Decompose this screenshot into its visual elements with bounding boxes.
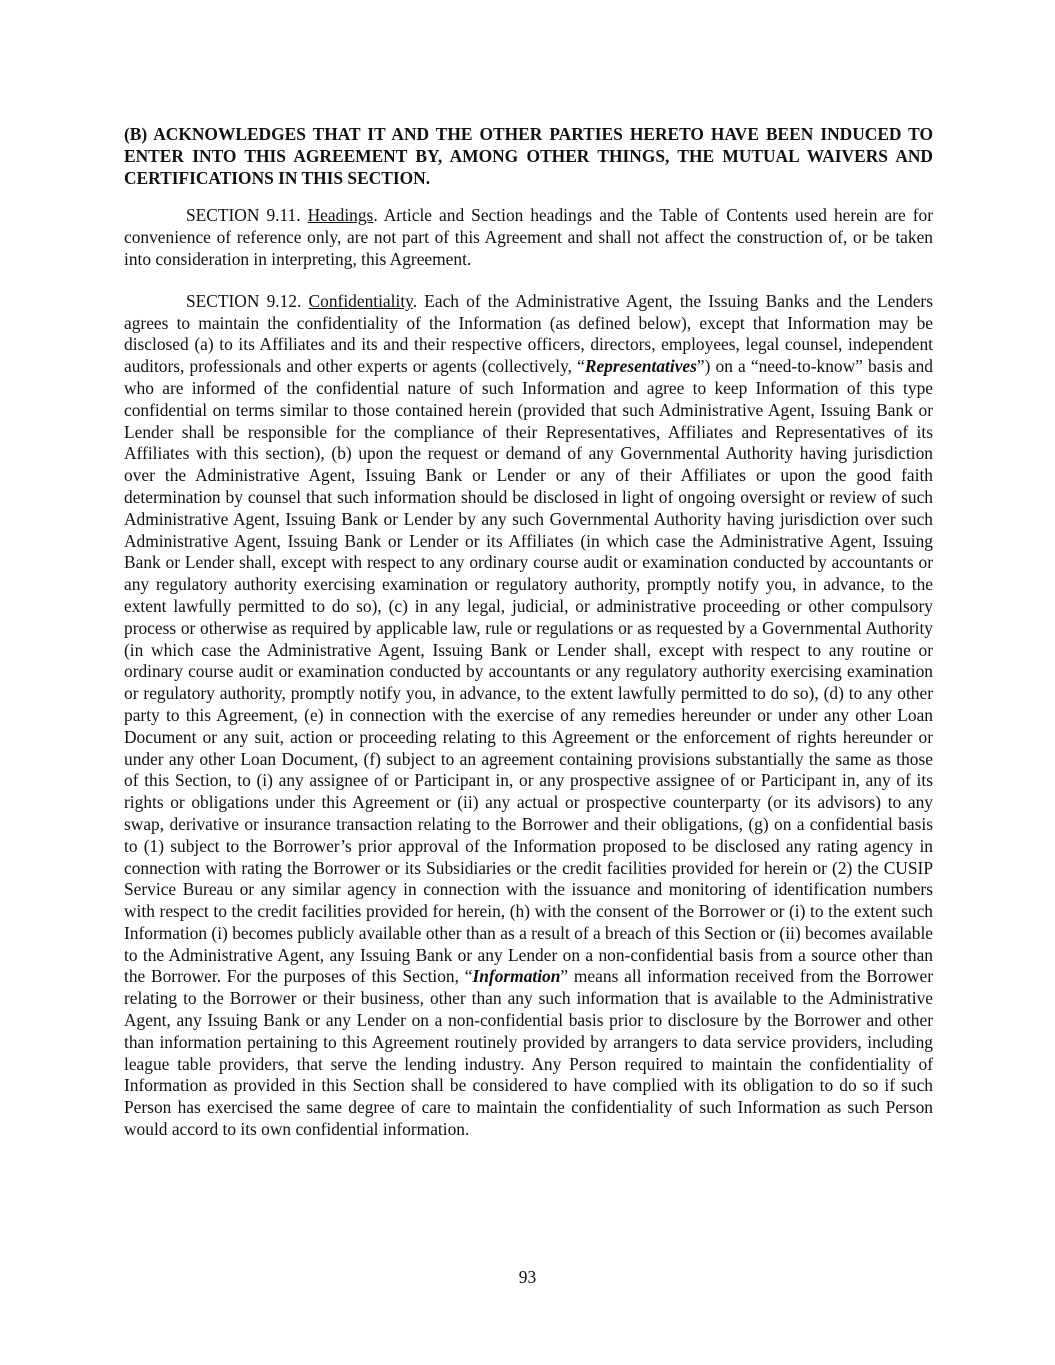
defined-term-information: Information	[472, 966, 561, 987]
section-9-12-text-3: ” means all information received from the Borrower relating to the Borrower or their business, other than any such information that is available to the Administrative Agent, any Issuing Bank or any Lender on a non-confidential basis prior to disclosure by the Borrower and other than information pertaining to this Agreement routinely provided by arrangers to data service providers, including league table providers, that serve the lending industry. Any Person required to maintain the confidentiality of Information as provided in this Section shall be considered to have complied with its obligation to do so if such Person has exercised the same degree of care to maintain the confidentiality of such Information as such Person would accord to its own confidential information.	[124, 966, 933, 1140]
section-9-11-paragraph	[124, 205, 933, 270]
document-page	[124, 124, 933, 1161]
section-9-11-number: SECTION 9.11.	[186, 205, 301, 226]
section-9-12-heading: Confidentiality	[308, 290, 413, 311]
page-number: 93	[518, 1267, 537, 1287]
section-9-12-text-2: ”) on a “need-to-know” basis and who are informed of the confidential nature of such Information and agree to keep Information of this type confidential on terms similar to those contained herein (provided that such Administrative Agent, Issuing Bank or Lender shall be responsible for the compliance of their Representatives, Affiliates and Representatives of its Affiliates with this section), (b) upon the request or demand of any Governmental Authority having jurisdiction over the Administrative Agent, Issuing Bank or Lender or any of their Affiliates or upon the good faith determination by counsel that such information should be disclosed in light of ongoing oversight or review of such Administrative Agent, Issuing Bank or Lender by any such Governmental Authority having jurisdiction over such Administrative Agent, Issuing Bank or Lender or its Affiliates (in which case the Administrative Agent, Issuing Bank or Lender shall, except with respect to any ordinary course audit or examination conducted by accountants or any regulatory authority exercising examination or regulatory authority, promptly notify you, in advance, to the extent lawfully permitted to do so), (c) in any legal, judicial, or administrative proceeding or other compulsory process or otherwise as required by applicable law, rule or regulations or as requested by a Governmental Authority (in which case the Administrative Agent, Issuing Bank or Lender shall, except with respect to any routine or ordinary course audit or examination conducted by accountants or any regulatory authority exercising examination or regulatory authority, promptly notify you, in advance, to the extent lawfully permitted to do so), (d) to any other party to this Agreement, (e) in connection with the exercise of any remedies hereunder or under any other Loan Document or any suit, action or proceeding relating to this Agreement or the enforcement of rights hereunder or under any other Loan Document, (f) subject to an agreement containing provisions substantially the same as those of this Section, to (i) any assignee of or Participant in, or any prospective assignee of or Participant in, any of its rights or obligations under this Agreement or (ii) any actual or prospective counterparty (or its advisors) to any swap, derivative or insurance transaction relating to the Borrower and their obligations, (g) on a confidential basis to (1) subject to the Borrower’s prior approval of the Information proposed to be disclosed any rating agency in connection with rating the Borrower or its Subsidiaries or the credit facilities provided for herein or (2) the CUSIP Service Bureau or any similar agency in connection with the issuance and monitoring of identification numbers with respect to the credit facilities provided for herein, (h) with the consent of the Borrower or (i) to the extent such Information (i) becomes publicly available other than as a result of a breach of this Section or (ii) becomes available to the Administrative Agent, any Issuing Bank or any Lender on a non-confidential basis from a source other than the Borrower. For the purposes of this Section, “	[124, 356, 933, 987]
acknowledgement-clause: (B) ACKNOWLEDGES THAT IT AND THE OTHER PARTIES HERETO HAVE BEEN INDUCED TO ENTER INTO THIS AGREEMENT BY, AMONG OTHER THINGS, THE MUTUAL WAIVERS AND CERTIFICATIONS IN THIS SECTION.	[124, 124, 933, 188]
defined-term-representatives: Representatives	[584, 356, 697, 377]
section-9-12-number: SECTION 9.12.	[186, 290, 302, 311]
section-9-12-text-1: . Each of the Administrative Agent, the Issuing Banks and the Lenders agrees to maintain the confidentiality of the Information (as defined below), except that Information may be disclosed (a) to its Affiliates and its and their respective officers, directors, employees, legal counsel, independent auditors, professionals and other experts or agents (collectively, “	[124, 290, 933, 377]
section-9-11-heading: Headings	[307, 205, 374, 226]
section-9-12-paragraph	[124, 291, 933, 1141]
section-9-11-body: . Article and Section headings and the Table of Contents used herein are for convenience of reference only, are not part of this Agreement and shall not affect the construction of, or be taken into consideration in interpreting, this Agreement.	[124, 205, 933, 269]
